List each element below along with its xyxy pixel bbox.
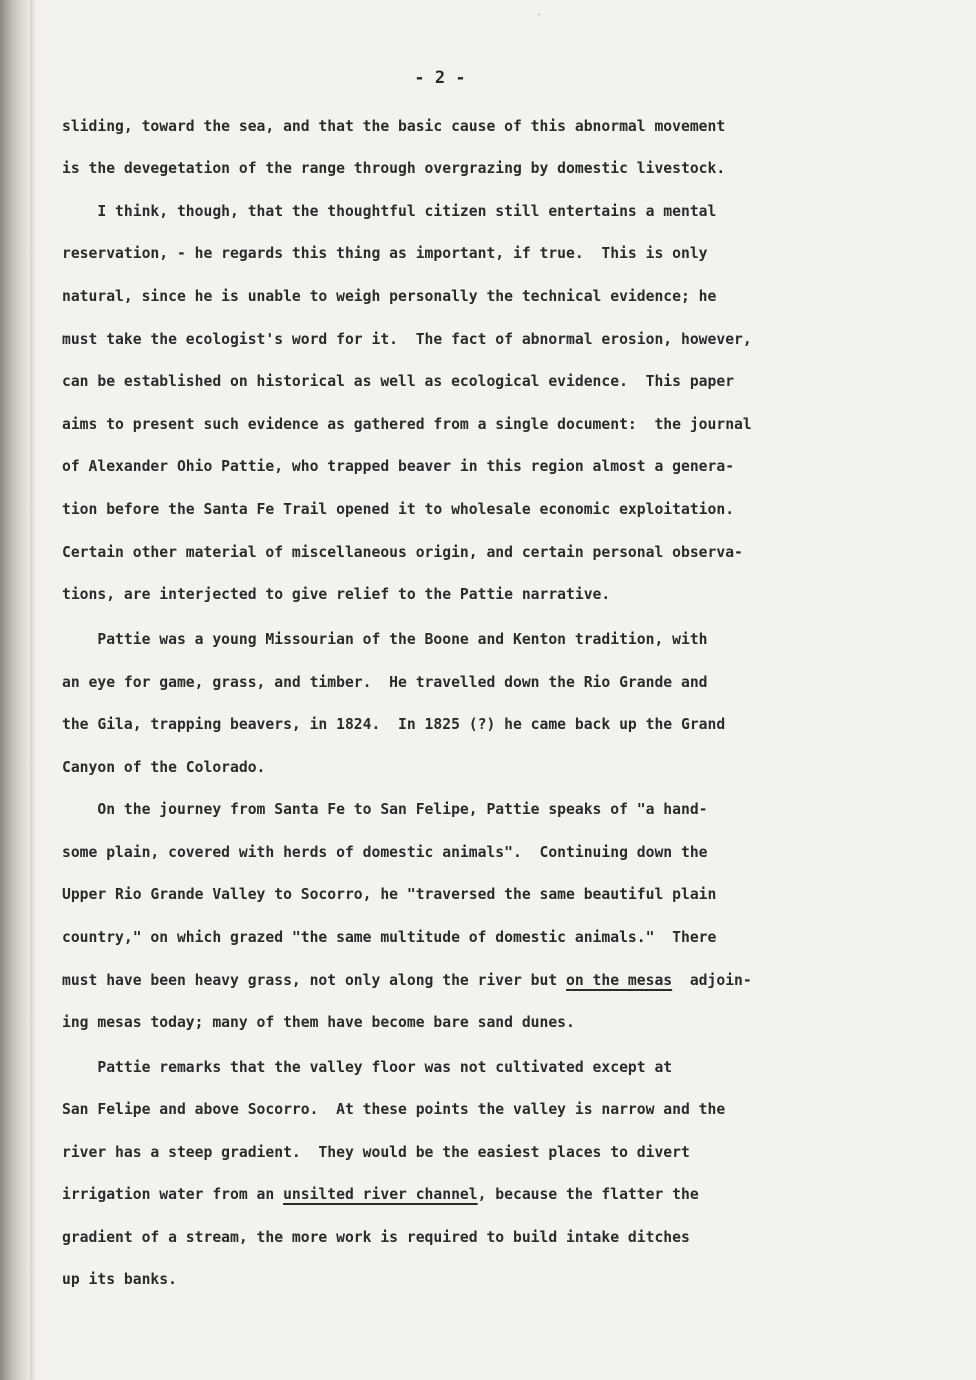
text-line: gradient of a stream, the more work is required to build intake ditches bbox=[62, 1229, 690, 1246]
text-line: must take the ecologist's word for it. The fact of abnormal erosion, however, bbox=[62, 331, 752, 348]
text-line: the Gila, trapping beavers, in 1824. In 1825 (?) he came back up the Grand bbox=[62, 716, 726, 733]
text-line: reservation, - he regards this thing as important, if true. This is only bbox=[62, 245, 708, 262]
text-line: must have been heavy grass, not only along the river but on the mesas adjoin- bbox=[62, 972, 752, 989]
text-line: Pattie was a young Missourian of the Boone and Kenton tradition, with bbox=[62, 631, 708, 648]
text-line: San Felipe and above Socorro. At these points the valley is narrow and the bbox=[62, 1101, 726, 1118]
page-number: - 2 - bbox=[414, 68, 466, 88]
text-line: of Alexander Ohio Pattie, who trapped beaver in this region almost a genera- bbox=[62, 458, 735, 475]
text-line: I think, though, that the thoughtful citizen still entertains a mental bbox=[62, 203, 717, 220]
text-line: Upper Rio Grande Valley to Socorro, he "traversed the same beautiful plain bbox=[62, 886, 717, 903]
text-line: some plain, covered with herds of domestic animals". Continuing down the bbox=[62, 844, 708, 861]
text-line: river has a steep gradient. They would be the easiest places to divert bbox=[62, 1144, 690, 1161]
text-line: Certain other material of miscellaneous origin, and certain personal observa- bbox=[62, 544, 743, 561]
text-line: Pattie remarks that the valley floor was not cultivated except at bbox=[62, 1059, 673, 1076]
text-line: up its banks. bbox=[62, 1271, 177, 1288]
text-line: ing mesas today; many of them have become bare sand dunes. bbox=[62, 1014, 575, 1031]
text-line: sliding, toward the sea, and that the basic cause of this abnormal movement bbox=[62, 118, 726, 135]
underlined-phrase: on the mesas bbox=[566, 972, 673, 989]
text-line: tions, are interjected to give relief to the Pattie narrative. bbox=[62, 586, 611, 603]
text-line: tion before the Santa Fe Trail opened it to wholesale economic exploitation. bbox=[62, 501, 735, 518]
pencil-mark: ˇ bbox=[536, 12, 542, 25]
underlined-phrase: unsilted river channel bbox=[283, 1186, 478, 1203]
text-line: an eye for game, grass, and timber. He travelled down the Rio Grande and bbox=[62, 674, 708, 691]
text-line: irrigation water from an unsilted river channel, because the flatter the bbox=[62, 1186, 699, 1203]
text-line: can be established on historical as well as ecological evidence. This paper bbox=[62, 373, 735, 390]
text-line: Canyon of the Colorado. bbox=[62, 759, 266, 776]
binding-gutter bbox=[0, 0, 30, 1380]
text-line: aims to present such evidence as gathered from a single document: the journal bbox=[62, 416, 752, 433]
text-line: is the devegetation of the range through overgrazing by domestic livestock. bbox=[62, 160, 726, 177]
text-line: country," on which grazed "the same multitude of domestic animals." There bbox=[62, 929, 717, 946]
text-line: natural, since he is unable to weigh personally the technical evidence; he bbox=[62, 288, 717, 305]
text-line: On the journey from Santa Fe to San Felipe, Pattie speaks of "a hand- bbox=[62, 801, 708, 818]
